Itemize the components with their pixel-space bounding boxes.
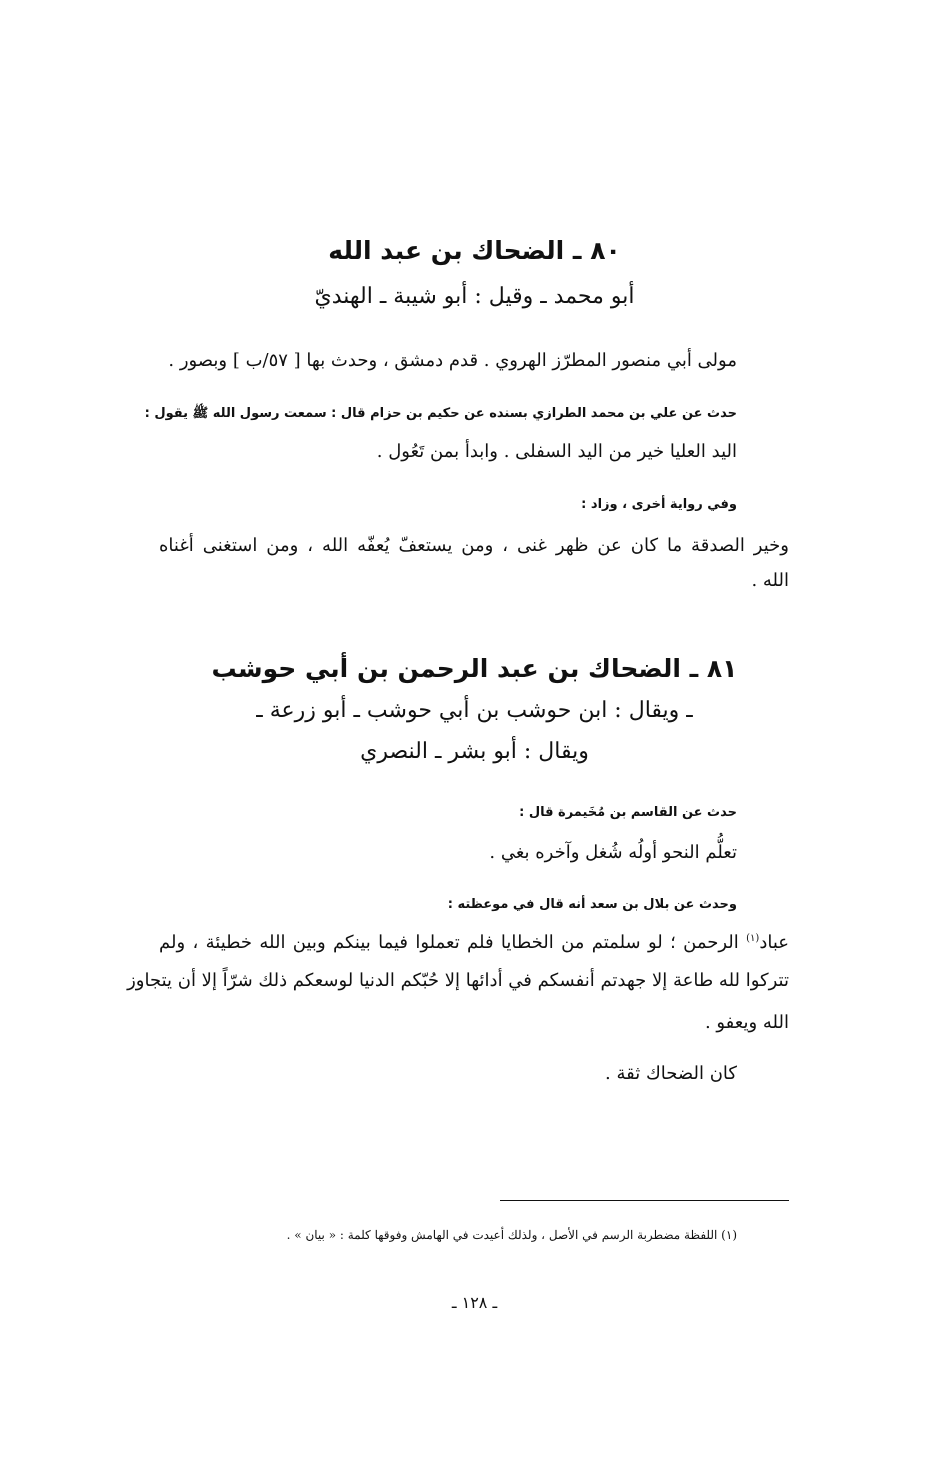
footnote-marker: (١) bbox=[746, 933, 760, 944]
entry-81-mawiza-line-3: الله ويعفو . bbox=[704, 1012, 789, 1033]
entry-81-mawiza-line-2: تتركوا لله طاعة إلا جهدتم أنفسكم في أدائها إلا حُبّكم الدنيا لوسعكم ذلك شرّاً إلا أن يتجاوز bbox=[127, 970, 789, 991]
mawiza-first-word: عباد bbox=[759, 932, 789, 953]
mawiza-line-1-rest: الرحمن ؛ لو سلمتم من الخطايا فلم تعملوا فيما بينكم وبين الله خطيئة ، ولم bbox=[159, 932, 739, 953]
entry-81-subtitle-2: ويقال : أبو بشر ـ النصري bbox=[360, 739, 589, 764]
entry-80-subtitle: أبو محمد ـ وقيل : أبو شيبة ـ الهنديّ bbox=[314, 284, 635, 309]
entry-80-bio-line: مولى أبي منصور المطرّز الهروي . قدم دمشق ، وحدث بها [ ٥٧/ب ] وبصور . bbox=[168, 350, 737, 371]
footnote-divider bbox=[500, 1200, 789, 1201]
entry-81-isnad-1: حدث عن القاسم بن مُخَيمرة قال : bbox=[519, 805, 737, 820]
entry-80-riwaya-intro: وفي رواية أخرى ، وزاد : bbox=[581, 497, 737, 512]
entry-81-mawiza-line-1 bbox=[159, 932, 789, 953]
page-number: ـ ١٢٨ ـ bbox=[451, 1293, 498, 1312]
entry-80-riwaya-line-1: وخير الصدقة ما كان عن ظهر غنى ، ومن يستعفّ يُعفّه الله ، ومن استغنى أغناه bbox=[159, 535, 789, 556]
entry-81-subtitle-1: ـ ويقال : ابن حوشب بن أبي حوشب ـ أبو زرعة ـ bbox=[256, 698, 693, 723]
footnote-text: (١) اللفظة مضطربة الرسم في الأصل ، ولذلك أعيدت في الهامش وفوقها كلمة : « بيان » . bbox=[286, 1228, 737, 1242]
entry-80-isnad: حدث عن علي بن محمد الطرازي بسنده عن حكيم بن حزام قال : سمعت رسول الله ﷺ يقول : bbox=[144, 406, 737, 421]
entry-81-quote-1: تعلُّم النحو أولُه شُغل وآخره بغي . bbox=[489, 842, 737, 863]
entry-81-verdict: كان الضحاك ثقة . bbox=[605, 1063, 737, 1084]
entry-80-riwaya-line-2: الله . bbox=[751, 570, 789, 591]
entry-80-title: ٨٠ ـ الضحاك بن عبد الله bbox=[328, 236, 621, 265]
entry-81-isnad-2: وحدث عن بلال بن سعد أنه قال في موعظته : bbox=[447, 897, 737, 912]
entry-80-hadith: اليد العليا خير من اليد السفلى . وابدأ بمن تَعُول . bbox=[376, 441, 737, 462]
entry-81-title: ٨١ ـ الضحاك بن عبد الرحمن بن أبي حوشب bbox=[211, 654, 738, 683]
